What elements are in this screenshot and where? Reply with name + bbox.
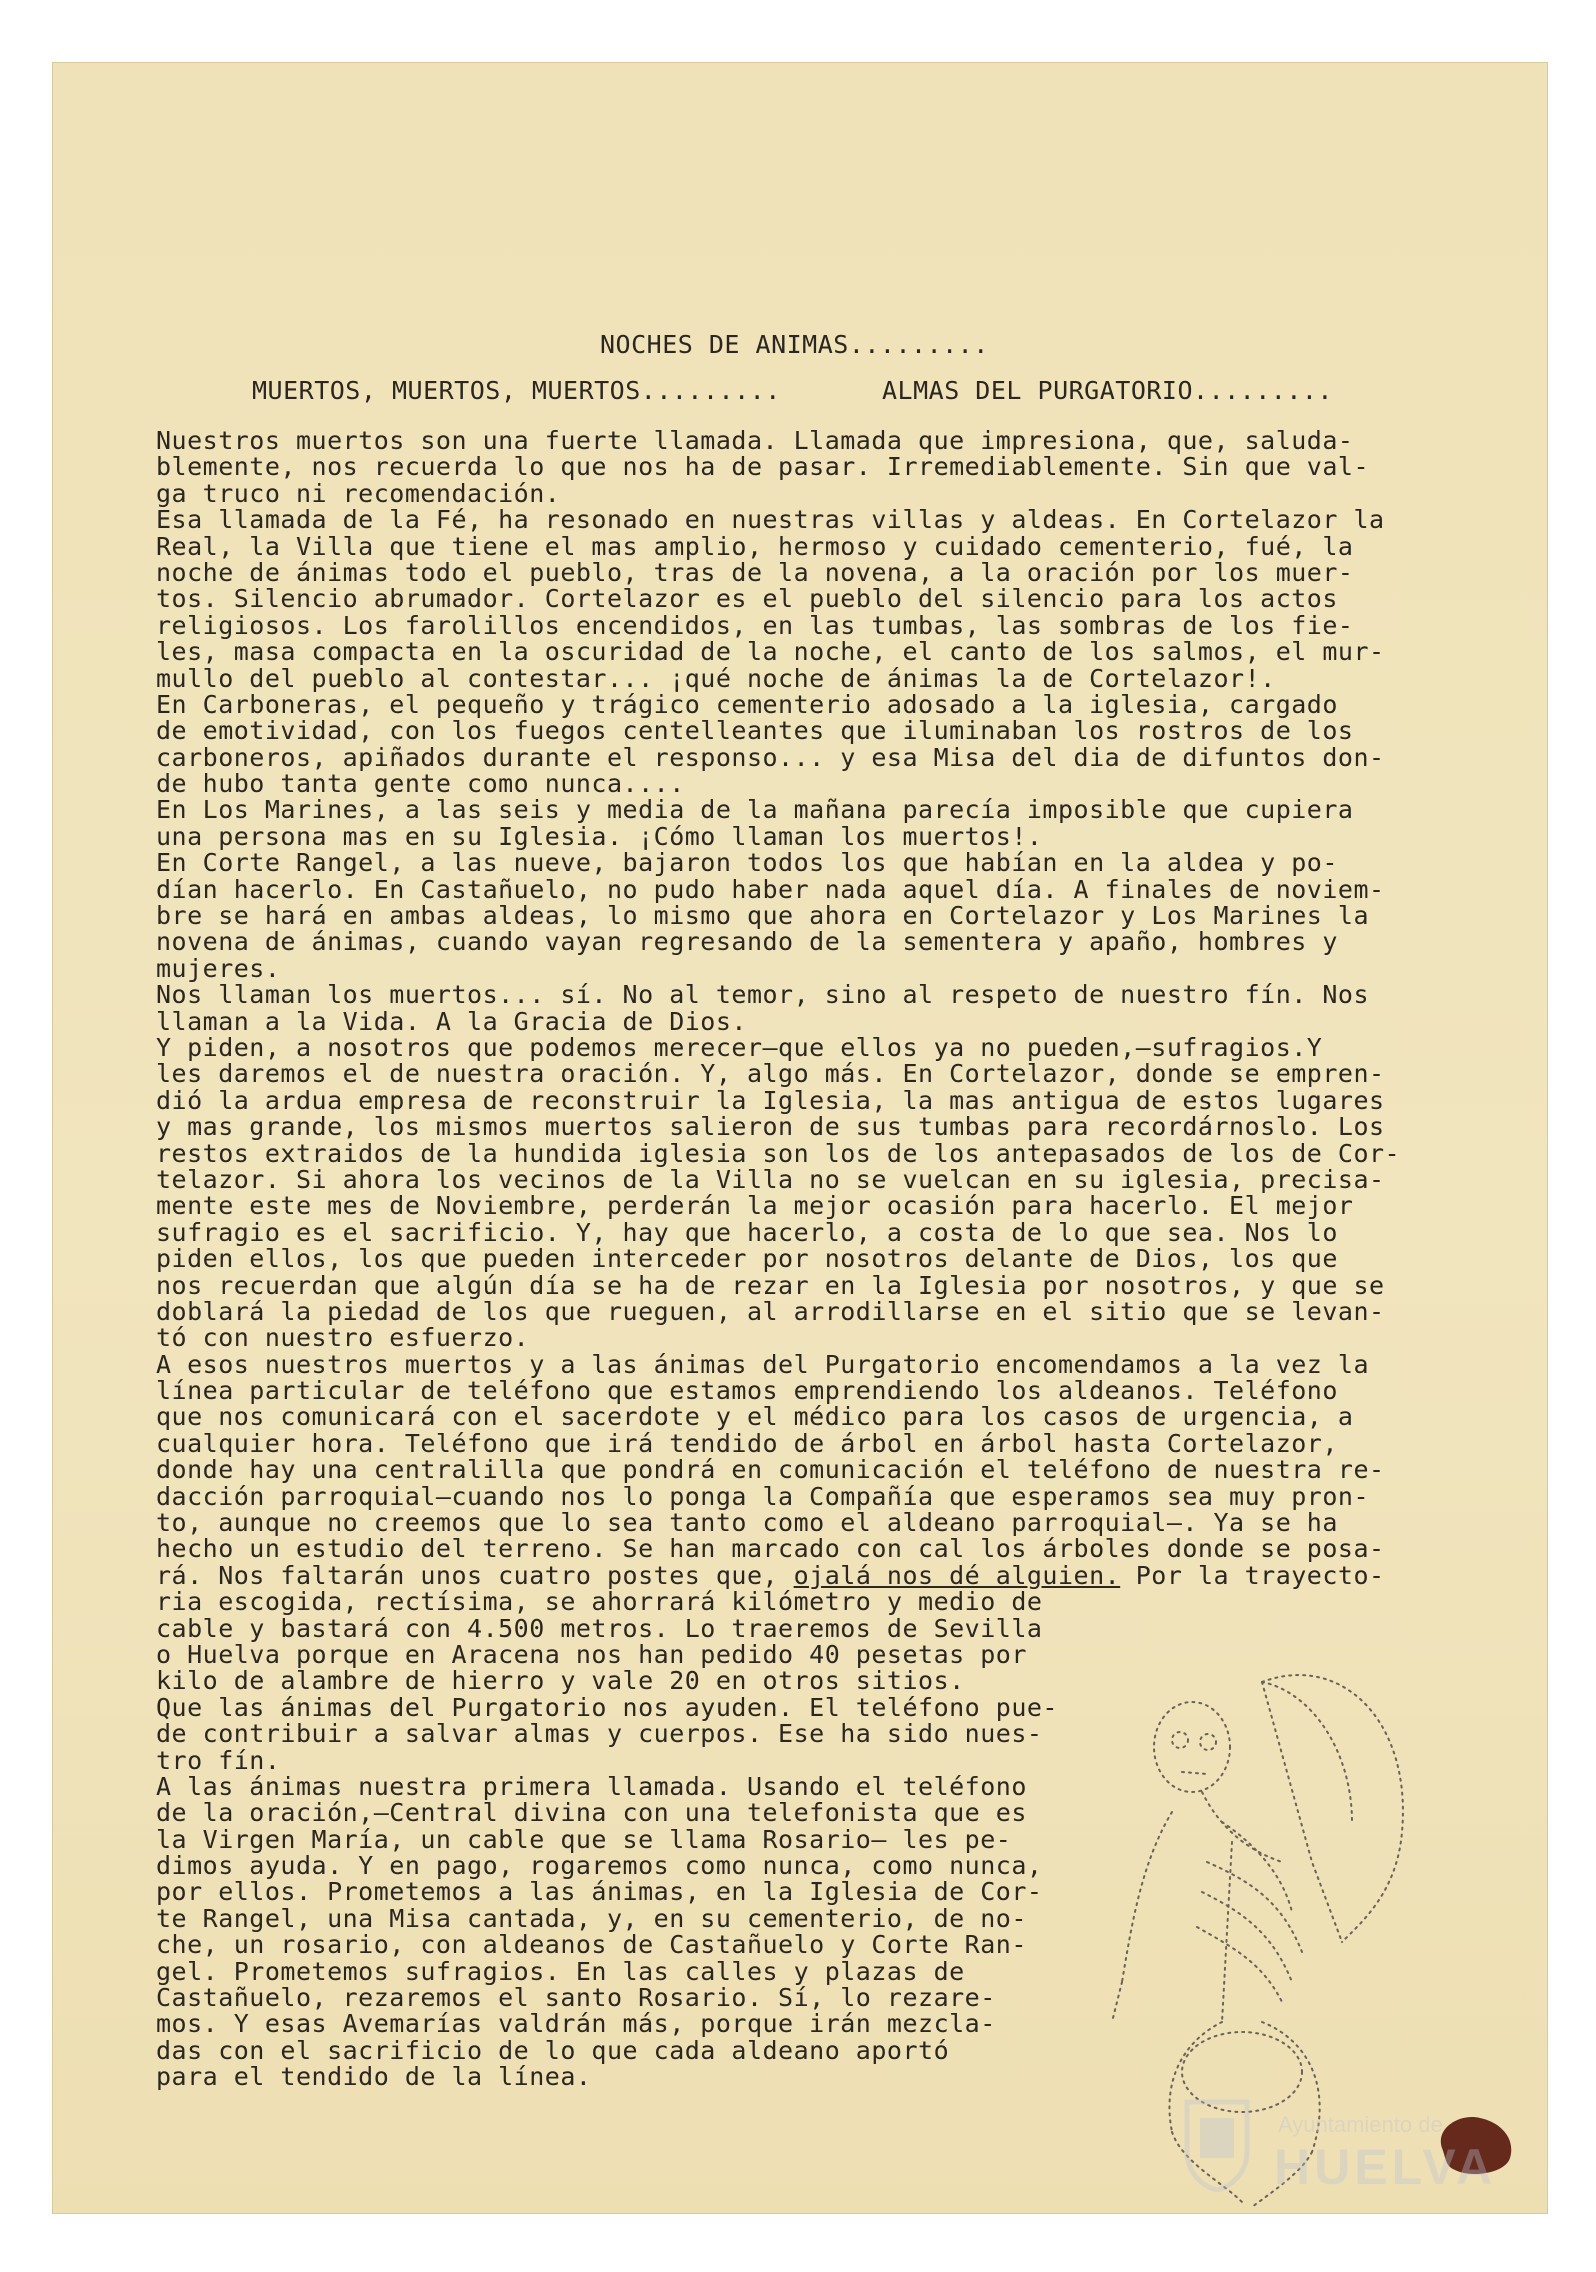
text-line: dían hacerlo. En Castañuelo, no pudo haber nada aquel día. A finales de noviem- xyxy=(156,874,1385,904)
shield-icon xyxy=(1182,2092,1252,2192)
text-line: Esa llamada de la Fé, ha resonado en nuestras villas y aldeas. En Cortelazor la xyxy=(156,505,1385,535)
text-line: dió la ardua empresa de reconstruir la Iglesia, la mas antigua de estos lugares xyxy=(156,1085,1385,1115)
text-line: tó con nuestro esfuerzo. xyxy=(156,1323,530,1353)
text-line: carboneros, apiñados durante el responso... y esa Misa del dia de difuntos don- xyxy=(156,742,1385,772)
text-line: Que las ánimas del Purgatorio nos ayuden. El teléfono pue- xyxy=(156,1692,1058,1722)
text-line: En Corte Rangel, a las nueve, bajaron todos los que habían en la aldea y po- xyxy=(156,848,1338,878)
text-line: kilo de alambre de hierro y vale 20 en otros sitios. xyxy=(156,1666,965,1696)
text-line: mos. Y esas Avemarías valdrán más, porque irán mezcla- xyxy=(156,2009,996,2039)
text-line: mente este mes de Noviembre, perderán la mejor ocasión para hacerlo. El mejor xyxy=(156,1191,1354,1221)
subtitle-muertos: MUERTOS, MUERTOS, MUERTOS......... xyxy=(252,376,781,405)
huelva-watermark xyxy=(1182,2092,1502,2202)
text-line: de emotividad, con los fuegos centelleantes que iluminaban los rostros de los xyxy=(156,716,1354,746)
text-line: línea particular de teléfono que estamos emprendiendo los aldeanos. Teléfono xyxy=(156,1376,1338,1406)
text-line: tos. Silencio abrumador. Cortelazor es el pueblo del silencio para los actos xyxy=(156,584,1338,614)
text-line: noche de ánimas todo el pueblo, tras de la novena, a la oración por los muer- xyxy=(156,557,1354,587)
text-line: novena de ánimas, cuando vayan regresando de la sementera y apaño, hombres y xyxy=(156,927,1338,957)
text-line: y mas grande, los mismos muertos salieron de sus tumbas para recordárnoslo. Los xyxy=(156,1112,1385,1142)
text-line: En Carboneras, el pequeño y trágico cementerio adosado a la iglesia, cargado xyxy=(156,689,1338,719)
text-line: la Virgen María, un cable que se llama Rosario— les pe- xyxy=(156,1824,1012,1854)
text-line: ria escogida, rectísima, se ahorrará kilómetro y medio de xyxy=(156,1587,1043,1617)
subtitle-almas: ALMAS DEL PURGATORIO......... xyxy=(882,376,1333,405)
text-line: Y piden, a nosotros que podemos merecer—que ellos ya no pueden,—sufragios.Y xyxy=(156,1032,1323,1062)
text-line: telazor. Si ahora los vecinos de la Villa no se vuelcan en su iglesia, precisa- xyxy=(156,1164,1385,1194)
text-line: de contribuir a salvar almas y cuerpos. Ese ha sido nues- xyxy=(156,1719,1043,1749)
text-line: che, un rosario, con aldeanos de Castañuelo y Corte Ran- xyxy=(156,1930,1027,1960)
text-line: dimos ayuda. Y en pago, rogaremos como nunca, como nunca, xyxy=(156,1851,1043,1881)
document-title: NOCHES DE ANIMAS......... xyxy=(600,330,989,359)
text-line: les, masa compacta en la oscuridad de la noche, el canto de los salmos, el mur- xyxy=(156,637,1385,667)
text-line: Nos llaman los muertos... sí. No al temor, sino al respeto de nuestro fín. Nos xyxy=(156,980,1369,1010)
text-line: dacción parroquial—cuando nos lo ponga la Compañía que esperamos sea muy pron- xyxy=(156,1481,1369,1511)
text-line: A las ánimas nuestra primera llamada. Usando el teléfono xyxy=(156,1771,1027,1801)
watermark-small-text: Ayuntamiento de xyxy=(1278,2112,1443,2137)
text-line: nos recuerdan que algún día se ha de rezar en la Iglesia por nosotros, y que se xyxy=(156,1270,1385,1300)
text-line: piden ellos, los que pueden interceder por nosotros delante de Dios, los que xyxy=(156,1244,1338,1274)
text-line: blemente, nos recuerda lo que nos ha de pasar. Irremediablemente. Sin que val- xyxy=(156,452,1369,482)
text-line: de la oración,—Central divina con una telefonista que es xyxy=(156,1798,1027,1828)
text-line: o Huelva porque en Aracena nos han pedido 40 pesetas por xyxy=(156,1639,1027,1669)
text-line: que nos comunicará con el sacerdote y el médico para los casos de urgencia, a xyxy=(156,1402,1354,1432)
text-line: to, aunque no creemos que lo sea tanto como el aldeano parroquial—. Ya se ha xyxy=(156,1508,1338,1538)
text-line: llaman a la Vida. A la Gracia de Dios. xyxy=(156,1006,747,1036)
text-line: por ellos. Prometemos a las ánimas, en la Iglesia de Cor- xyxy=(156,1877,1043,1907)
text-line: ga truco ni recomendación. xyxy=(156,478,561,508)
text-line: Nuestros muertos son una fuerte llamada. Llamada que impresiona, que, saluda- xyxy=(156,426,1354,455)
underlined-phrase: ojalá nos dé alguien. xyxy=(793,1560,1121,1590)
text-line: donde hay una centralilla que pondrá en comunicación el teléfono de nuestra re- xyxy=(156,1455,1385,1485)
text-line: cable y bastará con 4.500 metros. Lo traeremos de Sevilla xyxy=(156,1613,1043,1643)
text-line: mullo del pueblo al contestar... ¡qué noche de ánimas la de Cortelazor!. xyxy=(156,663,1276,693)
text-line: rá. Nos faltarán unos cuatro postes que, ojalá nos dé alguien. Por la trayecto- xyxy=(156,1560,1385,1590)
text-line: En Los Marines, a las seis y media de la mañana parecía imposible que cupiera xyxy=(156,795,1354,825)
text-line: Real, la Villa que tiene el mas amplio, hermoso y cuidado cementerio, fué, la xyxy=(156,531,1354,561)
text-line: restos extraidos de la hundida iglesia son los de los antepasados de los de Cor- xyxy=(156,1138,1401,1168)
text-line: una persona mas en su Iglesia. ¡Cómo llaman los muertos!. xyxy=(156,821,1043,851)
text-line: Castañuelo, rezaremos el santo Rosario. Sí, lo rezare- xyxy=(156,1983,996,2013)
text-line: para el tendido de la línea. xyxy=(156,2062,592,2092)
text-line: les daremos el de nuestra oración. Y, algo más. En Cortelazor, donde se empren- xyxy=(156,1059,1385,1089)
text-line: hecho un estudio del terreno. Se han marcado con cal los árboles donde se posa- xyxy=(156,1534,1385,1564)
text-line: bre se hará en ambas aldeas, lo mismo que ahora en Cortelazor y Los Marines la xyxy=(156,901,1369,931)
text-line: religiosos. Los farolillos encendidos, en las tumbas, las sombras de los fie- xyxy=(156,610,1354,640)
text-line: cualquier hora. Teléfono que irá tendido de árbol en árbol hasta Cortelazor, xyxy=(156,1428,1338,1458)
document-page xyxy=(52,62,1548,2214)
text-line: sufragio es el sacrificio. Y, hay que hacerlo, a costa de lo que sea. Nos lo xyxy=(156,1217,1338,1247)
text-line: de hubo tanta gente como nunca.... xyxy=(156,769,685,799)
watermark-big-text: HUELVA xyxy=(1274,2139,1497,2195)
text-line: das con el sacrificio de lo que cada aldeano aportó xyxy=(156,2035,950,2065)
text-line: gel. Prometemos sufragios. En las calles y plazas de xyxy=(156,1956,965,1986)
text-line: doblará la piedad de los que rueguen, al arrodillarse en el sitio que se levan- xyxy=(156,1296,1385,1326)
text-line: A esos nuestros muertos y a las ánimas del Purgatorio encomendamos a la vez la xyxy=(156,1349,1369,1379)
text-line: mujeres. xyxy=(156,953,281,983)
text-line: te Rangel, una Misa cantada, y, en su cementerio, de no- xyxy=(156,1903,1027,1933)
text-line: tro fín. xyxy=(156,1745,281,1775)
